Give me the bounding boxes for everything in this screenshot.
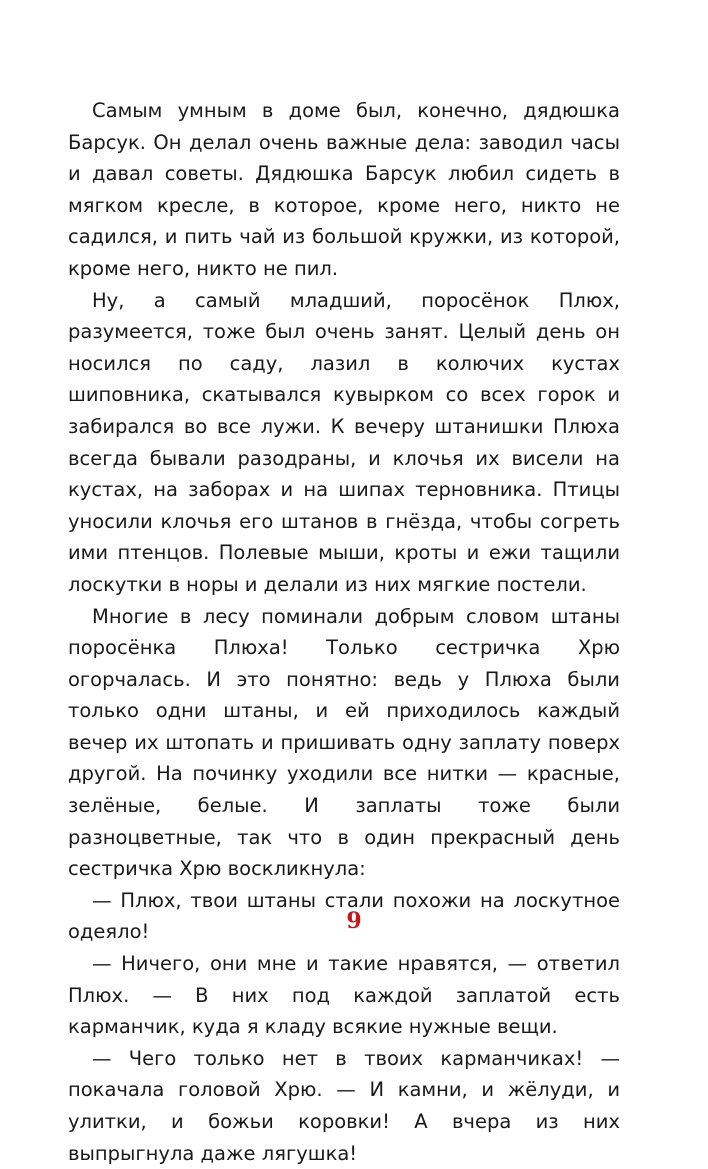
- paragraph: Самым умным в доме был, конечно, дядюшка Барсук. Он делал очень важные дела: заводил часы и давал советы. Дядюшка Барсук любил сидеть в мягком кресле, в которое, кроме него, никто не садился, и пить чай из большой кружки, из которой, кроме него, никто не пил.: [68, 99, 620, 280]
- dialogue-line: — Ничего, они мне и такие нравятся, — ответил Плюх. — В них под каждой заплатой есть карманчик, куда я кладу всякие нужные вещи.: [68, 952, 620, 1039]
- paragraph: Многие в лесу поминали добрым словом штаны поросёнка Плюха! Только сестричка Хрю огорчалась. И это понятно: ведь у Плюха были только одни штаны, и ей приходилось каждый вечер их штопать и пришивать одну заплату поверх другой. На починку уходили все нитки — красные, зелёные, белые. И заплаты тоже были разноцветные, так что в один прекрасный день сестричка Хрю воскликнула:: [68, 604, 620, 881]
- body-text: [68, 95, 620, 1169]
- paragraph: Ну, а самый младший, поросёнок Плюх, разумеется, тоже был очень занят. Целый день он носился по саду, лазил в колючих кустах шиповника, скатывался кувырком со всех горок и забирался во все лужи. К вечеру штанишки Плюха всегда бывали разодраны, и клочья их висели на кустах, на заборах и на шипах терновника. Птицы уносили клочья его штанов в гнёзда, чтобы согреть ими птенцов. Полевые мыши, кроты и ежи тащили лоскутки в норы и делали из них мягкие постели.: [68, 288, 620, 596]
- dialogue-line: — Чего только нет в твоих карманчиках! — покачала головой Хрю. — И камни, и жёлуди, и улитки, и божьи коровки! А вчера из них выпрыгнула даже лягушка!: [68, 1046, 620, 1165]
- page-number: 9: [346, 908, 362, 934]
- dialogue-line: — Плюх, твои штаны стали похожи на лоскутное одеяло!: [68, 888, 620, 944]
